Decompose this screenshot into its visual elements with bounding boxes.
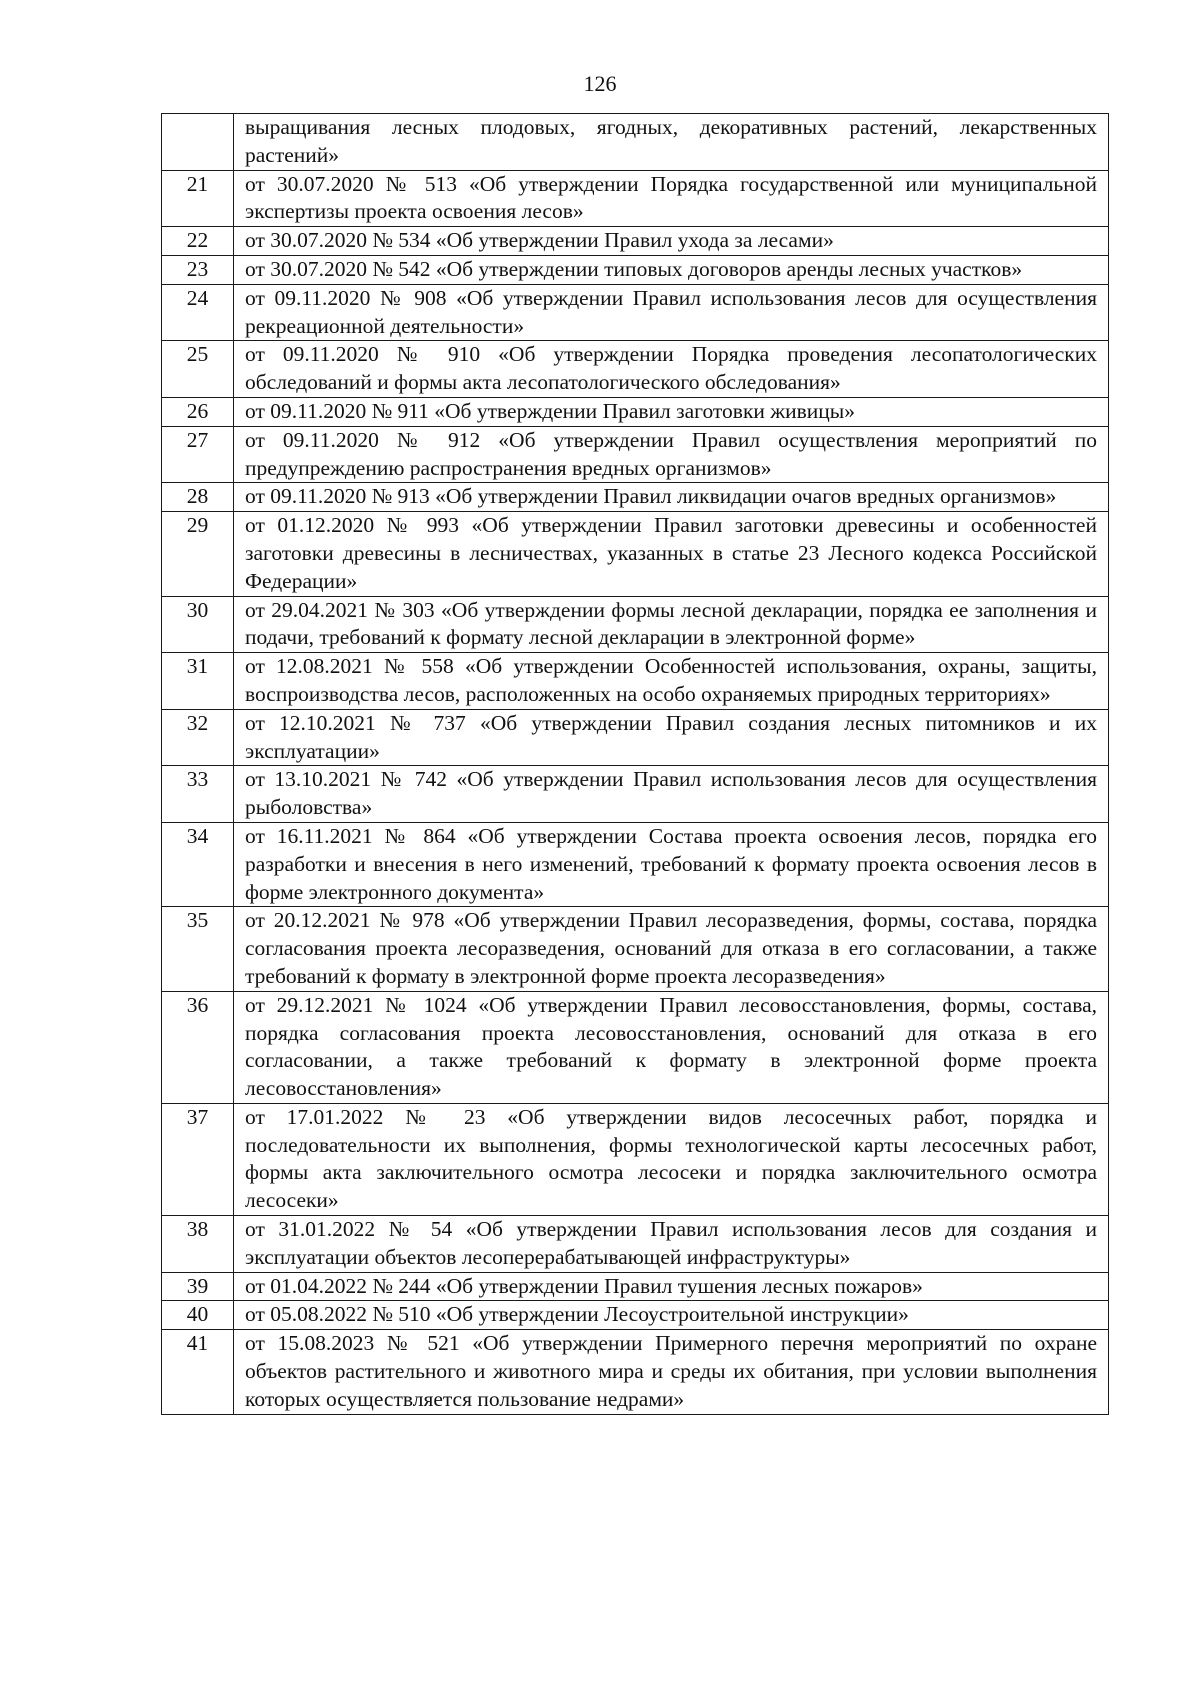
regulation-text-cell: от 01.12.2020 № 993 «Об утверждении Правил заготовки древесины и особенностей заготовки древесины в лесничествах, указанных в статье 23 Лесного кодекса Российской Федерации» xyxy=(234,512,1109,596)
row-number-cell: 21 xyxy=(162,170,234,227)
regulation-text-cell: от 17.01.2022 № 23 «Об утверждении видов лесосечных работ, порядка и последовательности их выполнения, формы технологической карты лесосечных работ, формы акта заключительного осмотра лесосеки и порядка заключительного осмотра лесосеки» xyxy=(234,1103,1109,1215)
table-row xyxy=(162,653,1109,710)
row-number-cell: 24 xyxy=(162,284,234,341)
regulation-text-cell: от 29.12.2021 № 1024 «Об утверждении Правил лесовосстановления, формы, состава, порядка согласования проекта лесовосстановления, оснований для отказа в его согласовании, а также требований к формату в электронной форме проекта лесовосстановления» xyxy=(234,991,1109,1103)
row-number-cell: 33 xyxy=(162,766,234,823)
regulation-text-cell: от 01.04.2022 № 244 «Об утверждении Правил тушения лесных пожаров» xyxy=(234,1272,1109,1301)
regulation-text-cell: от 30.07.2020 № 513 «Об утверждении Порядка государственной или муниципальной экспертизы проекта освоения лесов» xyxy=(234,170,1109,227)
table-row xyxy=(162,512,1109,596)
table-row xyxy=(162,596,1109,653)
table-row xyxy=(162,766,1109,823)
table-row xyxy=(162,709,1109,766)
row-number-cell: 22 xyxy=(162,227,234,256)
row-number-cell: 27 xyxy=(162,426,234,483)
regulation-text-cell: от 09.11.2020 № 908 «Об утверждении Правил использования лесов для осуществления рекреационной деятельности» xyxy=(234,284,1109,341)
table-row xyxy=(162,170,1109,227)
row-number-cell: 38 xyxy=(162,1216,234,1273)
row-number-cell: 31 xyxy=(162,653,234,710)
regulation-text-cell: от 15.08.2023 № 521 «Об утверждении Примерного перечня мероприятий по охране объектов растительного и животного мира и среды их обитания, при условии выполнения которых осуществляется пользование недрами» xyxy=(234,1330,1109,1414)
row-number-cell: 30 xyxy=(162,596,234,653)
regulation-text-cell: от 30.07.2020 № 542 «Об утверждении типовых договоров аренды лесных участков» xyxy=(234,255,1109,284)
row-number-cell: 40 xyxy=(162,1301,234,1330)
row-number-cell: 41 xyxy=(162,1330,234,1414)
table-row xyxy=(162,227,1109,256)
regulation-text-cell: выращивания лесных плодовых, ягодных, декоративных растений, лекарственных растений» xyxy=(234,114,1109,171)
row-number-cell: 32 xyxy=(162,709,234,766)
table-row xyxy=(162,284,1109,341)
regulation-text-cell: от 31.01.2022 № 54 «Об утверждении Правил использования лесов для создания и эксплуатации объектов лесоперерабатывающей инфраструктуры» xyxy=(234,1216,1109,1273)
table-row xyxy=(162,1272,1109,1301)
regulation-text-cell: от 29.04.2021 № 303 «Об утверждении формы лесной декларации, порядка ее заполнения и подачи, требований к формату лесной декларации в электронной форме» xyxy=(234,596,1109,653)
row-number-cell: 26 xyxy=(162,397,234,426)
table-row xyxy=(162,822,1109,906)
row-number-cell: 37 xyxy=(162,1103,234,1215)
regulation-text-cell: от 09.11.2020 № 911 «Об утверждении Правил заготовки живицы» xyxy=(234,397,1109,426)
regulation-text-cell: от 09.11.2020 № 910 «Об утверждении Порядка проведения лесопатологических обследований и формы акта лесопатологического обследования» xyxy=(234,341,1109,398)
row-number-cell: 35 xyxy=(162,907,234,991)
row-number-cell: 36 xyxy=(162,991,234,1103)
table-row xyxy=(162,341,1109,398)
table-row xyxy=(162,991,1109,1103)
regulation-text-cell: от 05.08.2022 № 510 «Об утверждении Лесоустроительной инструкции» xyxy=(234,1301,1109,1330)
regulation-text-cell: от 30.07.2020 № 534 «Об утверждении Правил ухода за лесами» xyxy=(234,227,1109,256)
regulation-text-cell: от 13.10.2021 № 742 «Об утверждении Правил использования лесов для осуществления рыболовства» xyxy=(234,766,1109,823)
table-row xyxy=(162,1216,1109,1273)
regulation-text-cell: от 12.08.2021 № 558 «Об утверждении Особенностей использования, охраны, защиты, воспроизводства лесов, расположенных на особо охраняемых природных территориях» xyxy=(234,653,1109,710)
row-number-cell: 25 xyxy=(162,341,234,398)
table-row xyxy=(162,114,1109,171)
regulations-table xyxy=(161,113,1109,1415)
page-number: 126 xyxy=(583,71,617,96)
row-number-cell xyxy=(162,114,234,171)
table-row xyxy=(162,1103,1109,1215)
table-row xyxy=(162,1301,1109,1330)
table-row xyxy=(162,255,1109,284)
regulation-text-cell: от 12.10.2021 № 737 «Об утверждении Правил создания лесных питомников и их эксплуатации» xyxy=(234,709,1109,766)
table-row xyxy=(162,426,1109,483)
regulation-text-cell: от 09.11.2020 № 912 «Об утверждении Правил осуществления мероприятий по предупреждению распространения вредных организмов» xyxy=(234,426,1109,483)
regulation-text-cell: от 09.11.2020 № 913 «Об утверждении Правил ликвидации очагов вредных организмов» xyxy=(234,483,1109,512)
regulations-table-body xyxy=(162,114,1109,1415)
table-row xyxy=(162,907,1109,991)
table-row xyxy=(162,1330,1109,1414)
row-number-cell: 29 xyxy=(162,512,234,596)
row-number-cell: 28 xyxy=(162,483,234,512)
table-row xyxy=(162,397,1109,426)
row-number-cell: 23 xyxy=(162,255,234,284)
row-number-cell: 34 xyxy=(162,822,234,906)
regulation-text-cell: от 20.12.2021 № 978 «Об утверждении Правил лесоразведения, формы, состава, порядка согласования проекта лесоразведения, оснований для отказа в его согласовании, а также требований к формату в электронной форме проекта лесоразведения» xyxy=(234,907,1109,991)
row-number-cell: 39 xyxy=(162,1272,234,1301)
regulation-text-cell: от 16.11.2021 № 864 «Об утверждении Состава проекта освоения лесов, порядка его разработки и внесения в него изменений, требований к формату проекта освоения лесов в форме электронного документа» xyxy=(234,822,1109,906)
table-row xyxy=(162,483,1109,512)
